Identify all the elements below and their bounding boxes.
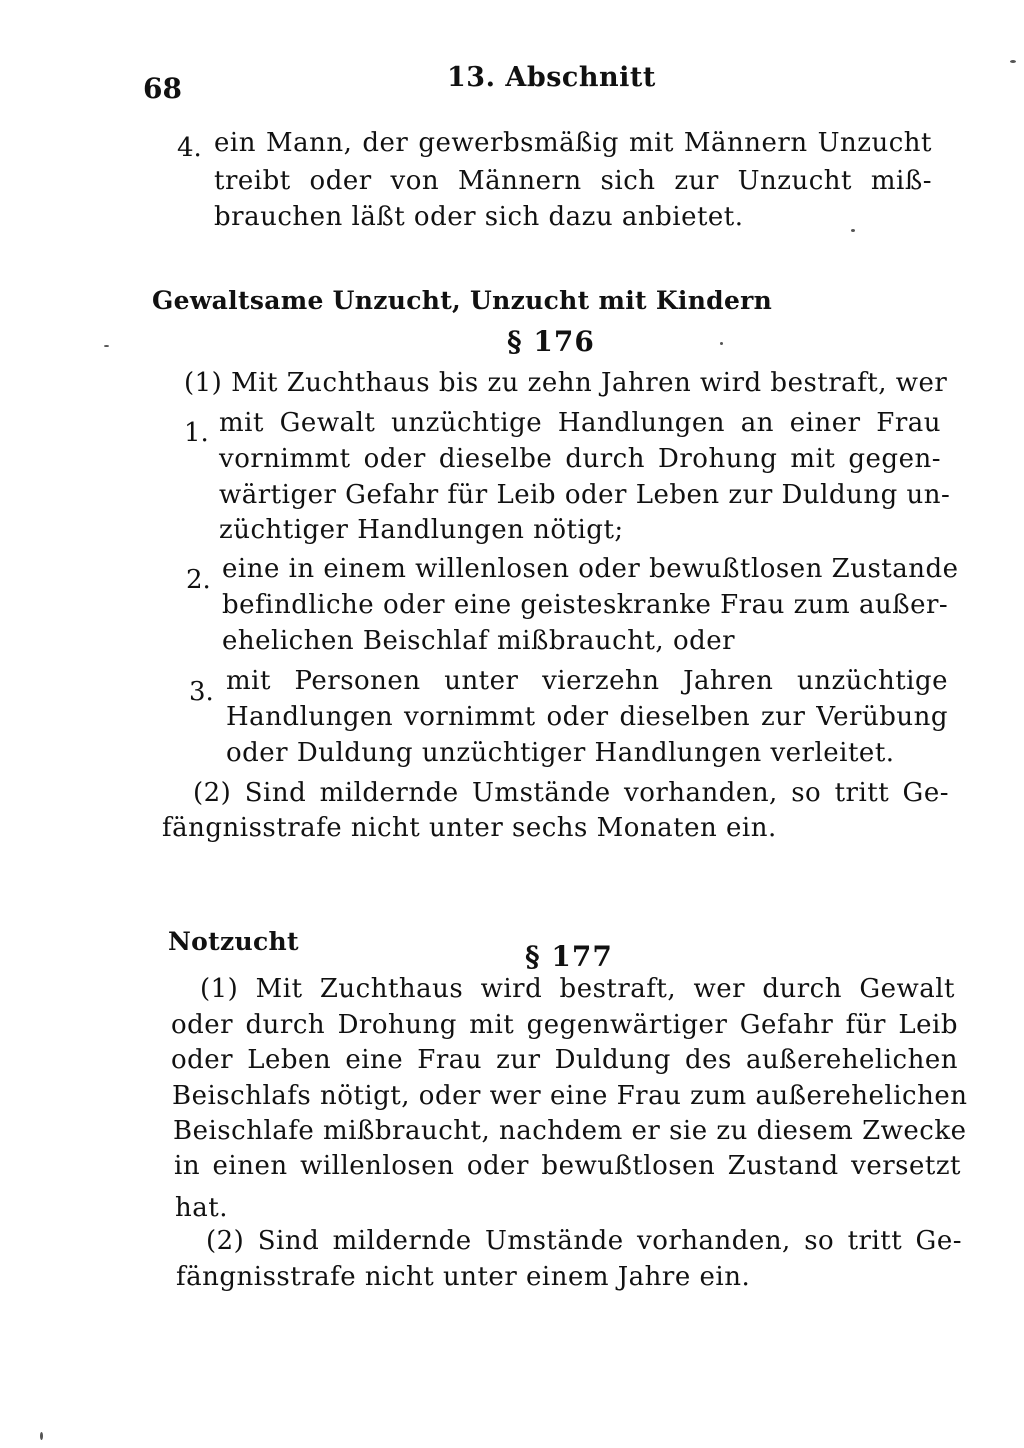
paragraph-line: (2) Sind mildernde Umstände vorhanden, so tritt Ge- <box>193 778 949 808</box>
paragraph-line: oder durch Drohung mit gegenwärtiger Gefahr für Leib <box>171 1010 958 1040</box>
scan-speck <box>40 1432 43 1440</box>
paragraph-line: fängnisstrafe nicht unter einem Jahre ein. <box>176 1262 751 1292</box>
list-item-number: 3. <box>189 677 214 707</box>
text-line: wärtiger Gefahr für Leib oder Leben zur Duldung un- <box>219 480 951 510</box>
text-line: oder Duldung unzüchtiger Handlungen verleitet. <box>226 738 895 768</box>
section-heading: Notzucht <box>168 927 299 956</box>
text-line: befindliche oder eine geisteskranke Frau zum außer- <box>222 590 949 620</box>
paragraph-line: (1) Mit Zuchthaus wird bestraft, wer durch Gewalt <box>200 974 955 1004</box>
text-line: treibt oder von Männern sich zur Unzucht miß- <box>214 166 932 196</box>
text-line: mit Gewalt unzüchtige Handlungen an einer Frau <box>219 408 941 438</box>
paragraph-line: (2) Sind mildernde Umstände vorhanden, so tritt Ge- <box>206 1226 962 1256</box>
page-number: 68 <box>143 72 182 105</box>
text-line: brauchen läßt oder sich dazu anbietet. <box>214 202 744 232</box>
paragraph-line: (1) Mit Zuchthaus bis zu zehn Jahren wird bestraft, wer <box>184 368 948 398</box>
list-item-number: 2. <box>186 565 211 595</box>
paragraph-line: Beischlafs nötigt, oder wer eine Frau zum außerehelichen <box>172 1081 968 1111</box>
paragraph-line: hat. <box>175 1193 228 1223</box>
paragraph-line: in einen willenlosen oder bewußtlosen Zustand versetzt <box>174 1151 961 1181</box>
paragraph-line: Beischlafe mißbraucht, nachdem er sie zu diesem Zwecke <box>173 1116 967 1146</box>
paragraph-line: oder Leben eine Frau zur Duldung des außerehelichen <box>171 1045 958 1075</box>
scan-speck <box>104 345 109 347</box>
running-title: 13. Abschnitt <box>447 62 656 93</box>
section-heading: Gewaltsame Unzucht, Unzucht mit Kindern <box>152 286 773 315</box>
scan-speck <box>720 342 723 345</box>
section-number: § 177 <box>525 940 613 973</box>
scan-speck <box>1010 60 1016 63</box>
text-line: eine in einem willenlosen oder bewußtlosen Zustande <box>222 554 959 584</box>
text-line: ein Mann, der gewerbsmäßig mit Männern Unzucht <box>214 128 932 158</box>
section-number: § 176 <box>507 325 595 358</box>
text-line: mit Personen unter vierzehn Jahren unzüchtige <box>226 666 948 696</box>
text-line: züchtiger Handlungen nötigt; <box>219 515 624 545</box>
paragraph-line: fängnisstrafe nicht unter sechs Monaten ein. <box>162 813 777 843</box>
list-item-number: 4. <box>177 133 202 163</box>
list-item-number: 1. <box>184 418 209 448</box>
text-line: ehelichen Beischlaf mißbraucht, oder <box>222 626 736 656</box>
scan-speck <box>851 229 855 232</box>
text-line: Handlungen vornimmt oder dieselben zur Verübung <box>226 702 948 732</box>
text-line: vornimmt oder dieselbe durch Drohung mit gegen- <box>219 444 941 474</box>
